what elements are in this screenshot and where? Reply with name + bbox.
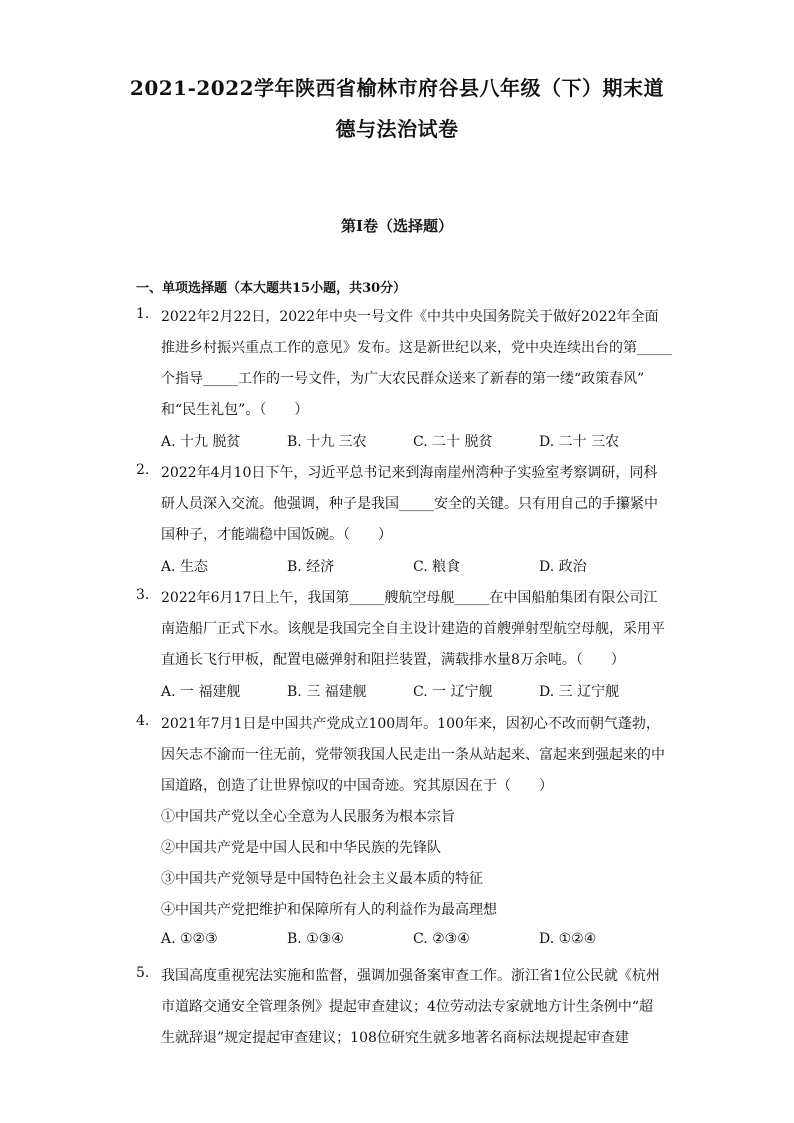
statement-1: ①中国共产党以全心全意为人民服务为根本宗旨 (161, 809, 455, 825)
question-text-line: 市道路交通安全管理条例》提起审查建议；4位劳动法专家就地方计生条例中“超 (161, 999, 654, 1015)
section-title: 第Ⅰ卷（选择题） (340, 217, 454, 235)
option-a: A. ①②③ (161, 931, 218, 947)
option-d: D. 二十 三农 (539, 434, 620, 450)
option-c: C. ②③④ (413, 931, 470, 947)
question-number: 4. (136, 713, 150, 729)
statement-3: ③中国共产党领导是中国特色社会主义最本质的特征 (161, 871, 483, 887)
option-d: D. 政治 (539, 559, 587, 575)
question-text-line: 个指导_____工作的一号文件，为广大农民群众送来了新春的第一缕“政策春风” (161, 371, 645, 387)
question-text-line: 推进乡村振兴重点工作的意见》发布。这是新世纪以来，党中央连续出台的第_____ (161, 340, 672, 356)
option-c: C. 粮食 (413, 559, 461, 575)
option-d: D. ①②④ (539, 931, 597, 947)
option-b: B. ①③④ (287, 931, 344, 947)
question-text-line: 2021年7月1日是中国共产党成立100周年。100年来，因初心不改而朝气蓬勃， (161, 716, 660, 732)
question-number: 3. (136, 587, 150, 603)
option-a: A. 生态 (161, 559, 209, 575)
option-c: C. 二十 脱贫 (413, 434, 493, 450)
option-d: D. 三 辽宁舰 (539, 684, 620, 700)
exam-title-line-2: 德与法治试卷 (335, 117, 459, 141)
statement-4: ④中国共产党把维护和保障所有人的利益作为最高理想 (161, 902, 497, 918)
question-text-line: 和“民生礼包”。（ ） (161, 402, 309, 418)
option-a: A. 一 福建舰 (161, 684, 241, 700)
question-text-line: 因矢志不渝而一往无前，党带领我国人民走出一条从站起来、富起来到强起来的中 (161, 747, 665, 763)
statement-2: ②中国共产党是中国人民和中华民族的先锋队 (161, 840, 441, 856)
question-text-line: 研人员深入交流。他强调，种子是我国_____安全的关键。只有用自己的手攥紧中 (161, 496, 658, 512)
exam-title-line-1: 2021-2022学年陕西省榆林市府谷县八年级（下）期末道 (129, 76, 665, 100)
question-text-line: 2022年6月17日上午，我国第_____艘航空母舰_____在中国船舶集团有限公司江 (161, 590, 658, 606)
option-b: B. 经济 (287, 559, 335, 575)
question-number: 5. (136, 965, 150, 981)
question-text-line: 南造船厂正式下水。该舰是我国完全自主设计建造的首艘弹射型航空母舰，采用平 (161, 621, 665, 637)
question-number: 2. (136, 462, 150, 478)
question-text-line: 直通长飞行甲板，配置电磁弹射和阻拦装置，满载排水量8万余吨。（ ） (161, 652, 625, 668)
question-text-line: 国种子，才能端稳中国饭碗。（ ） (161, 527, 392, 543)
question-text-line: 生就辞退”规定提起审查建议；108位研究生就多地著名商标法规提起审查建 (161, 1030, 629, 1046)
option-b: B. 三 福建舰 (287, 684, 367, 700)
option-c: C. 一 辽宁舰 (413, 684, 493, 700)
option-b: B. 十九 三农 (287, 434, 367, 450)
question-number: 1. (136, 306, 150, 322)
part-heading: 一、单项选择题（本大题共15小题，共30分） (136, 281, 407, 296)
question-text-line: 2022年2月22日，2022年中央一号文件《中共中央国务院关于做好2022年全面 (161, 309, 659, 325)
question-text-line: 2022年4月10日下午，习近平总书记来到海南崖州湾种子实验室考察调研，同科 (161, 465, 658, 481)
option-a: A. 十九 脱贫 (161, 434, 241, 450)
question-text-line: 国道路，创造了让世界惊叹的中国奇迹。究其原因在于（ ） (161, 778, 553, 794)
question-text-line: 我国高度重视宪法实施和监督，强调加强备案审查工作。浙江省1位公民就《杭州 (161, 968, 660, 984)
